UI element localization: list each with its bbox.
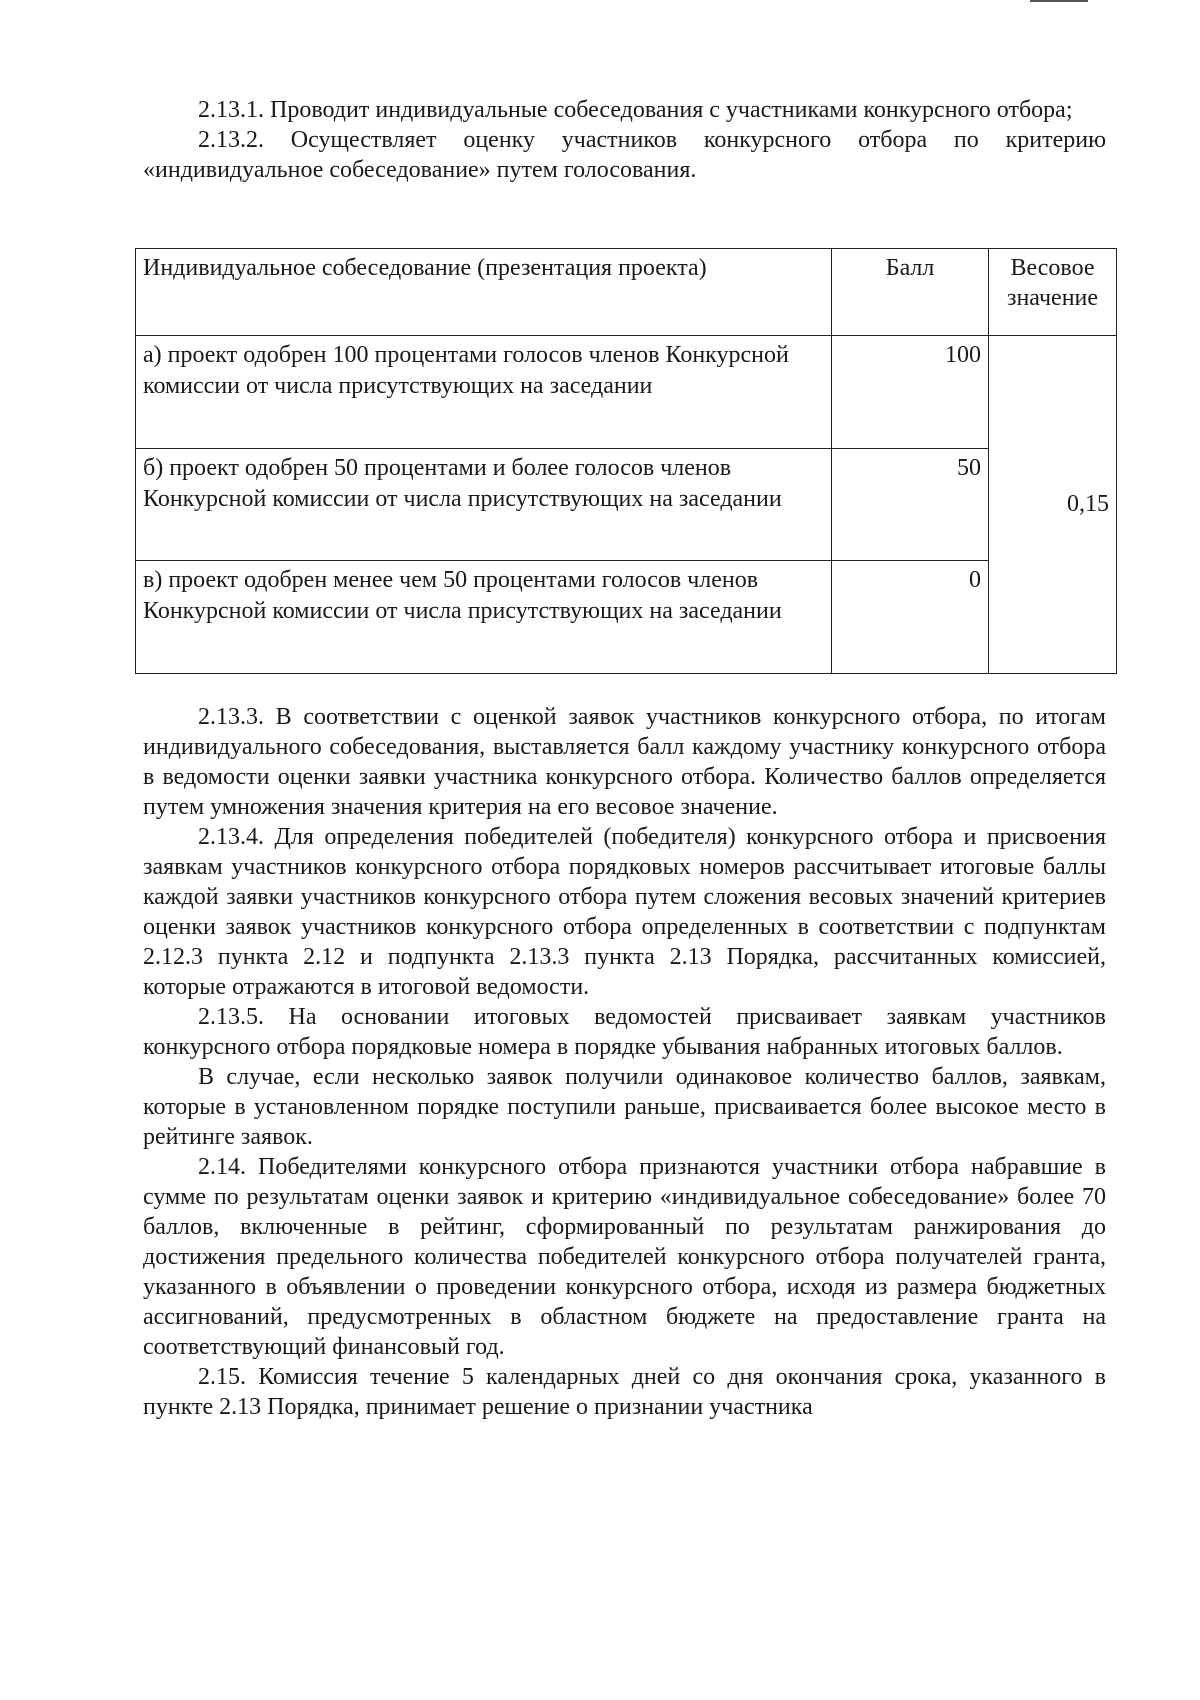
paragraph-2-13-3: 2.13.3. В соответствии с оценкой заявок участников конкурсного отбора, по итогам индивидуального собеседования, выставляется балл каждому участнику конкурсного отбора в ведомости оценки заявки участника конкурсного отбора. Количество баллов определяется путем умножения значения критерия на его весовое значение. (143, 704, 1106, 820)
table-row (136, 336, 1117, 449)
scan-mark (1030, 0, 1088, 2)
body-section (143, 702, 1106, 1422)
table-row (136, 448, 1117, 561)
paragraph-2-13-4: 2.13.4. Для определения победителей (победителя) конкурсного отбора и присвоения заявкам участников конкурсного отбора порядковых номеров рассчитывает итоговые баллы каждой заявки участников конкурсного отбора путем сложения весовых значений критериев оценки заявок участников конкурсного отбора определенных в соответствии с подпунктам 2.12.3 пункта 2.12 и подпункта 2.13.3 пункта 2.13 Порядка, рассчитанных комиссией, которые отражаются в итоговой ведомости. (143, 824, 1106, 1000)
paragraph-2-13-5: 2.13.5. На основании итоговых ведомостей присваивает заявкам участников конкурсного отбора порядковые номера в порядке убывания набранных итоговых баллов. (143, 1004, 1106, 1060)
paragraph-2-15: 2.15. Комиссия течение 5 календарных дней со дня окончания срока, указанного в пункте 2.13 Порядка, принимает решение о признании участника (143, 1364, 1106, 1420)
table-header-row (136, 249, 1117, 336)
score-cell: 100 (832, 336, 989, 449)
header-score: Балл (832, 249, 989, 336)
header-weight: Весовое значение (989, 249, 1117, 336)
score-cell: 50 (832, 448, 989, 561)
paragraph-2-13-2: 2.13.2. Осуществляет оценку участников конкурсного отбора по критерию «индивидуальное собеседование» путем голосования. (143, 127, 1106, 183)
header-criterion: Индивидуальное собеседование (презентация проекта) (136, 249, 832, 336)
criterion-cell: а) проект одобрен 100 процентами голосов членов Конкурсной комиссии от числа присутствующих на заседании (136, 336, 832, 449)
criterion-cell: в) проект одобрен менее чем 50 процентами голосов членов Конкурсной комиссии от числа присутствующих на заседании (136, 561, 832, 674)
criterion-cell: б) проект одобрен 50 процентами и более голосов членов Конкурсной комиссии от числа присутствующих на заседании (136, 448, 832, 561)
intro-section (143, 95, 1106, 185)
paragraph-2-13-1: 2.13.1. Проводит индивидуальные собеседования с участниками конкурсного отбора; (198, 97, 1073, 123)
paragraph-tie-rule: В случае, если несколько заявок получили одинаковое количество баллов, заявкам, которые в установленном порядке поступили раньше, присваивается более высокое место в рейтинге заявок. (143, 1064, 1106, 1150)
interview-score-table (135, 248, 1117, 674)
weight-cell: 0,15 (989, 336, 1117, 674)
table-row (136, 561, 1117, 674)
score-cell: 0 (832, 561, 989, 674)
paragraph-2-14: 2.14. Победителями конкурсного отбора признаются участники отбора набравшие в сумме по результатам оценки заявок и критерию «индивидуальное собеседование» более 70 баллов, включенные в рейтинг, сформированный по результатам ранжирования до достижения предельного количества победителей конкурсного отбора получателей гранта, указанного в объявлении о проведении конкурсного отбора, исходя из размера бюджетных ассигнований, предусмотренных в областном бюджете на предоставление гранта на соответствующий финансовый год. (143, 1154, 1106, 1360)
